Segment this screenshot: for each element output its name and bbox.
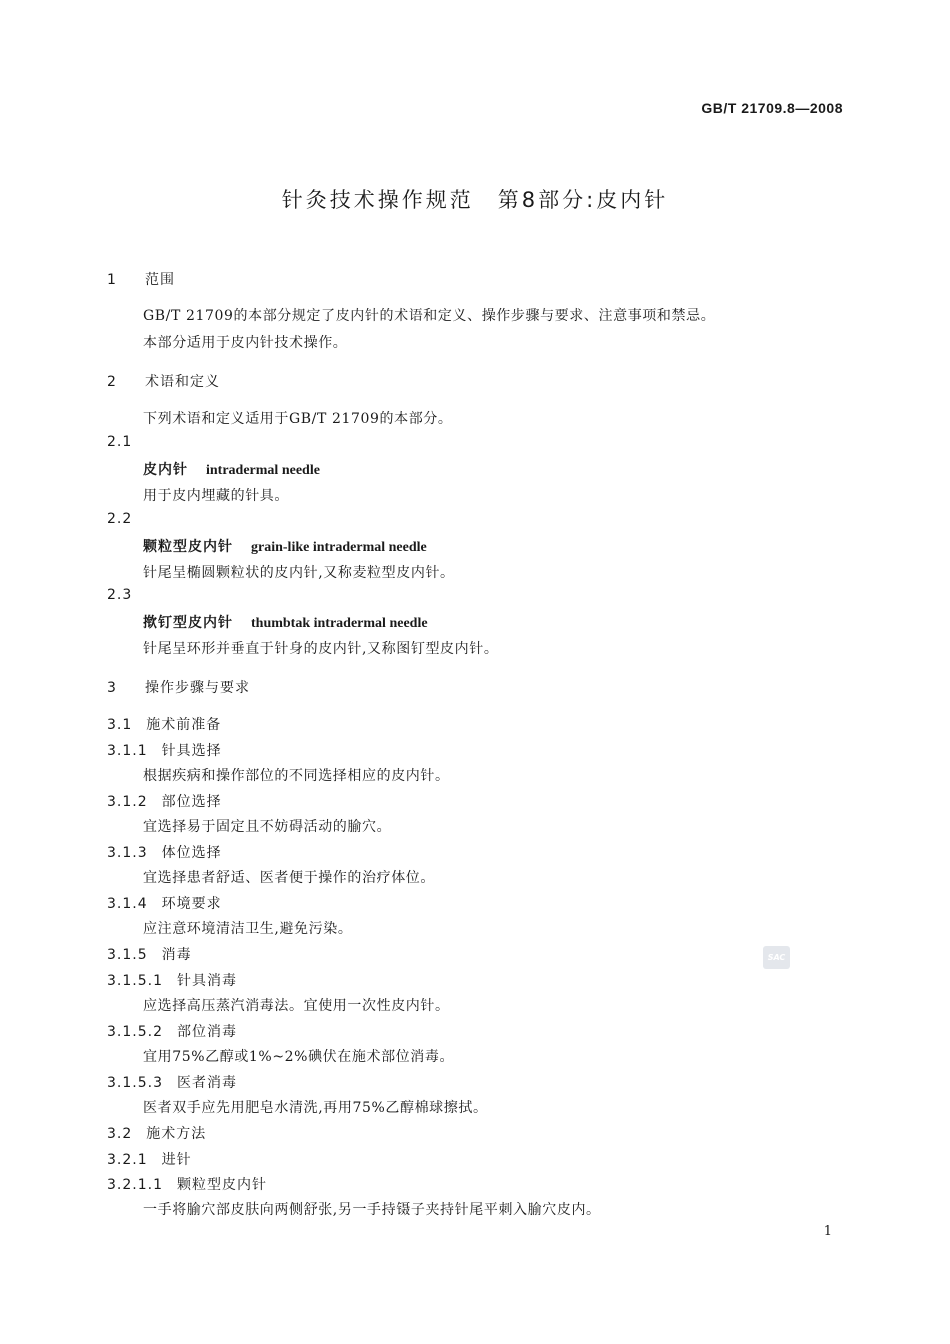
paragraph: GB/T 21709的本部分规定了皮内针的术语和定义、操作步骤与要求、注意事项和禁忌。: [143, 308, 716, 324]
term-en: intradermal needle: [206, 463, 320, 478]
section-number: 1: [107, 272, 117, 288]
subsection-number: 3.2.1: [107, 1152, 148, 1168]
section-heading-2: [107, 371, 220, 391]
section-heading-1: [107, 269, 175, 289]
subsection-number: 3.1.4: [107, 896, 148, 912]
section-title: 术语和定义: [145, 374, 220, 390]
term-entry: [143, 612, 428, 632]
subsection-title: 环境要求: [161, 896, 222, 912]
subsection-number: 3.1.2: [107, 794, 148, 810]
subsection-heading: [107, 791, 222, 811]
paragraph: 宜用75%乙醇或1%~2%碘伏在施术部位消毒。: [143, 1049, 455, 1065]
subsection-title: 施术方法: [146, 1126, 207, 1142]
subsection-heading: [107, 1072, 237, 1092]
paragraph: 医者双手应先用肥皂水清洗,再用75%乙醇棉球擦拭。: [143, 1100, 488, 1116]
subsection-title: 体位选择: [161, 845, 222, 861]
sac-watermark: SAC: [763, 946, 790, 969]
subsection-number: 3.2: [107, 1126, 133, 1142]
term-zh: 颗粒型皮内针: [143, 539, 233, 555]
subsection-number: 3.1.5: [107, 947, 148, 963]
subsection-number: 3.1.5.1: [107, 973, 163, 989]
term-zh: 揿钉型皮内针: [143, 615, 233, 631]
paragraph: 应注意环境清洁卫生,避免污染。: [143, 921, 353, 937]
term-entry: [143, 459, 320, 479]
section-title: 范围: [145, 272, 175, 288]
paragraph: 根据疾病和操作部位的不同选择相应的皮内针。: [143, 768, 450, 784]
section-number: 3: [107, 680, 117, 696]
paragraph: 应选择高压蒸汽消毒法。宜使用一次性皮内针。: [143, 998, 450, 1014]
subsection-heading: [107, 970, 237, 990]
subsection-title: 颗粒型皮内针: [176, 1177, 267, 1193]
subsection-heading: [107, 842, 222, 862]
term-number: 2.1: [107, 434, 133, 450]
term-zh: 皮内针: [143, 462, 188, 478]
subsection-title: 针具消毒: [176, 973, 237, 989]
page-number: 1: [823, 1224, 832, 1239]
subsection-title: 部位消毒: [176, 1024, 237, 1040]
subsection-number: 3.1.3: [107, 845, 148, 861]
term-definition: 针尾呈椭圆颗粒状的皮内针,又称麦粒型皮内针。: [143, 565, 455, 581]
subsection-heading: [107, 1174, 267, 1194]
term-definition: 针尾呈环形并垂直于针身的皮内针,又称图钉型皮内针。: [143, 641, 499, 657]
paragraph: 下列术语和定义适用于GB/T 21709的本部分。: [143, 411, 453, 427]
term-en: grain-like intradermal needle: [251, 540, 427, 555]
term-number: 2.2: [107, 511, 133, 527]
subsection-number: 3.2.1.1: [107, 1177, 163, 1193]
subsection-heading: [107, 1123, 206, 1143]
subsection-number: 3.1.1: [107, 743, 148, 759]
term-entry: [143, 536, 427, 556]
paragraph: 宜选择患者舒适、医者便于操作的治疗体位。: [143, 870, 435, 886]
subsection-heading: [107, 1021, 237, 1041]
paragraph: 本部分适用于皮内针技术操作。: [143, 335, 348, 351]
document-title: 针灸技术操作规范 第8部分:皮内针: [281, 188, 669, 212]
subsection-title: 进针: [161, 1152, 192, 1168]
section-title: 操作步骤与要求: [145, 680, 250, 696]
term-definition: 用于皮内埋藏的针具。: [143, 488, 289, 504]
term-number: 2.3: [107, 587, 133, 603]
term-en: thumbtak intradermal needle: [251, 616, 428, 631]
subsection-heading: [107, 944, 192, 964]
section-heading-3: [107, 677, 250, 697]
subsection-heading: [107, 740, 222, 760]
subsection-number: 3.1.5.2: [107, 1024, 163, 1040]
standard-code: GB/T 21709.8—2008: [701, 100, 843, 116]
subsection-heading: [107, 1149, 192, 1169]
subsection-number: 3.1: [107, 717, 133, 733]
subsection-heading: [107, 893, 222, 913]
subsection-heading: [107, 714, 221, 734]
subsection-title: 针具选择: [161, 743, 222, 759]
section-number: 2: [107, 374, 117, 390]
subsection-number: 3.1.5.3: [107, 1075, 163, 1091]
subsection-title: 部位选择: [161, 794, 222, 810]
subsection-title: 医者消毒: [176, 1075, 237, 1091]
subsection-title: 施术前准备: [146, 717, 222, 733]
paragraph: 一手将腧穴部皮肤向两侧舒张,另一手持镊子夹持针尾平刺入腧穴皮内。: [143, 1202, 601, 1218]
subsection-title: 消毒: [161, 947, 192, 963]
paragraph: 宜选择易于固定且不妨碍活动的腧穴。: [143, 819, 392, 835]
